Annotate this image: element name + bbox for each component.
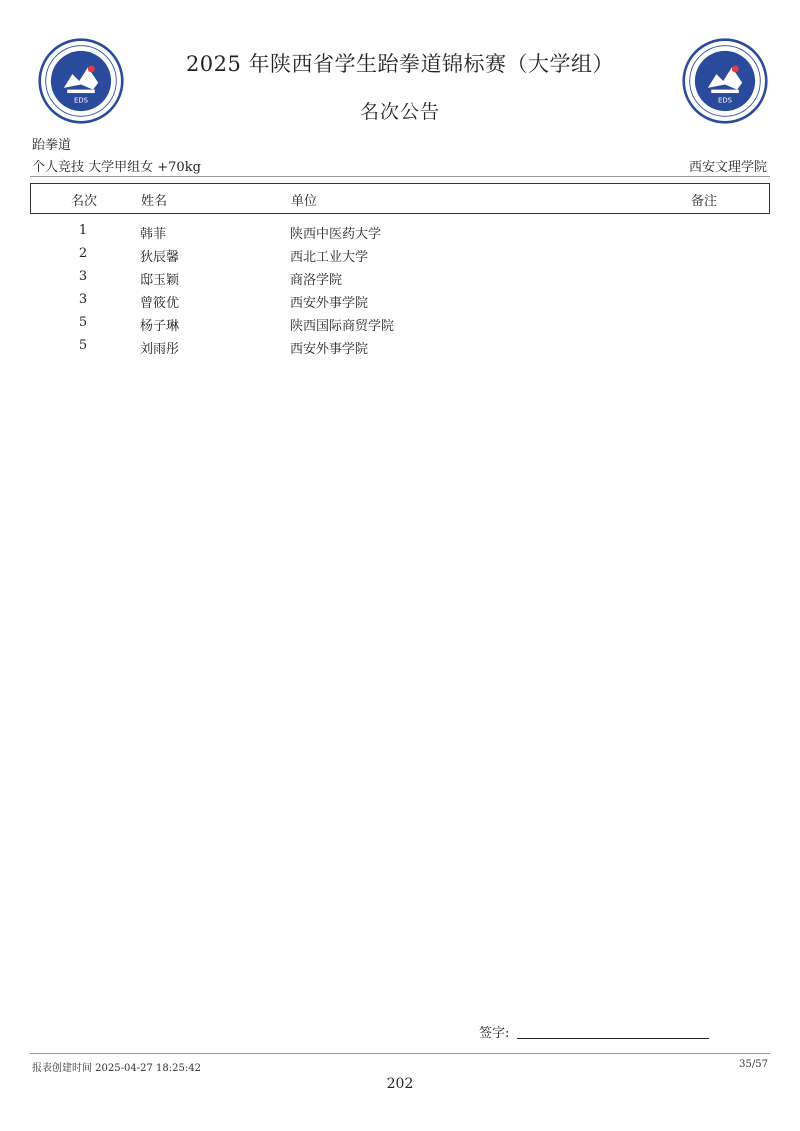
- unit-cell: 西北工业大学: [290, 250, 369, 265]
- organizer-label: 西安文理学院: [688, 160, 767, 175]
- unit-cell: 陕西中医药大学: [290, 227, 382, 242]
- header-rank: 名次: [71, 194, 98, 209]
- page-count: 35/57: [739, 1059, 768, 1070]
- page-number: 202: [386, 1076, 414, 1092]
- sport-label: 跆拳道: [32, 138, 72, 153]
- unit-cell: 西安外事学院: [290, 296, 369, 311]
- table-row: [30, 266, 770, 289]
- table-row: [30, 335, 770, 358]
- name-cell: 刘雨彤: [140, 342, 180, 357]
- svg-text:EDS: EDS: [717, 96, 733, 105]
- unit-cell: 商洛学院: [290, 273, 343, 288]
- table-row: [30, 243, 770, 266]
- name-cell: 杨子琳: [140, 319, 180, 334]
- results-table: [30, 220, 770, 358]
- name-cell: 邸玉颖: [140, 273, 180, 288]
- bottom-divider: [30, 1053, 770, 1054]
- table-row: [30, 220, 770, 243]
- signature-label: 签字:: [479, 1026, 510, 1041]
- rank-cell: 3: [78, 292, 88, 307]
- report-created-time: 报表创建时间 2025-04-27 18:25:42: [32, 1063, 201, 1074]
- signature-line: [517, 1038, 709, 1039]
- name-cell: 韩菲: [140, 227, 167, 242]
- event-label: 个人竞技 大学甲组女 +70kg: [32, 160, 201, 175]
- page-subtitle: 名次公告: [359, 101, 440, 123]
- page-title: 2025 年陕西省学生跆拳道锦标赛（大学组）: [185, 52, 615, 76]
- table-header: [30, 183, 770, 214]
- rank-cell: 3: [78, 269, 88, 284]
- unit-cell: 西安外事学院: [290, 342, 369, 357]
- unit-cell: 陕西国际商贸学院: [290, 319, 395, 334]
- rank-cell: 5: [78, 338, 88, 353]
- name-cell: 曾筱优: [140, 296, 180, 311]
- header-name: 姓名: [141, 194, 168, 209]
- name-cell: 狄辰馨: [140, 250, 180, 265]
- rank-cell: 1: [78, 223, 88, 238]
- table-row: [30, 289, 770, 312]
- rank-cell: 2: [78, 246, 88, 261]
- top-divider: [30, 176, 770, 177]
- header-unit: 单位: [291, 194, 318, 209]
- svg-text:EDS: EDS: [73, 96, 89, 105]
- rank-cell: 5: [78, 315, 88, 330]
- header-note: 备注: [691, 194, 718, 209]
- table-row: [30, 312, 770, 335]
